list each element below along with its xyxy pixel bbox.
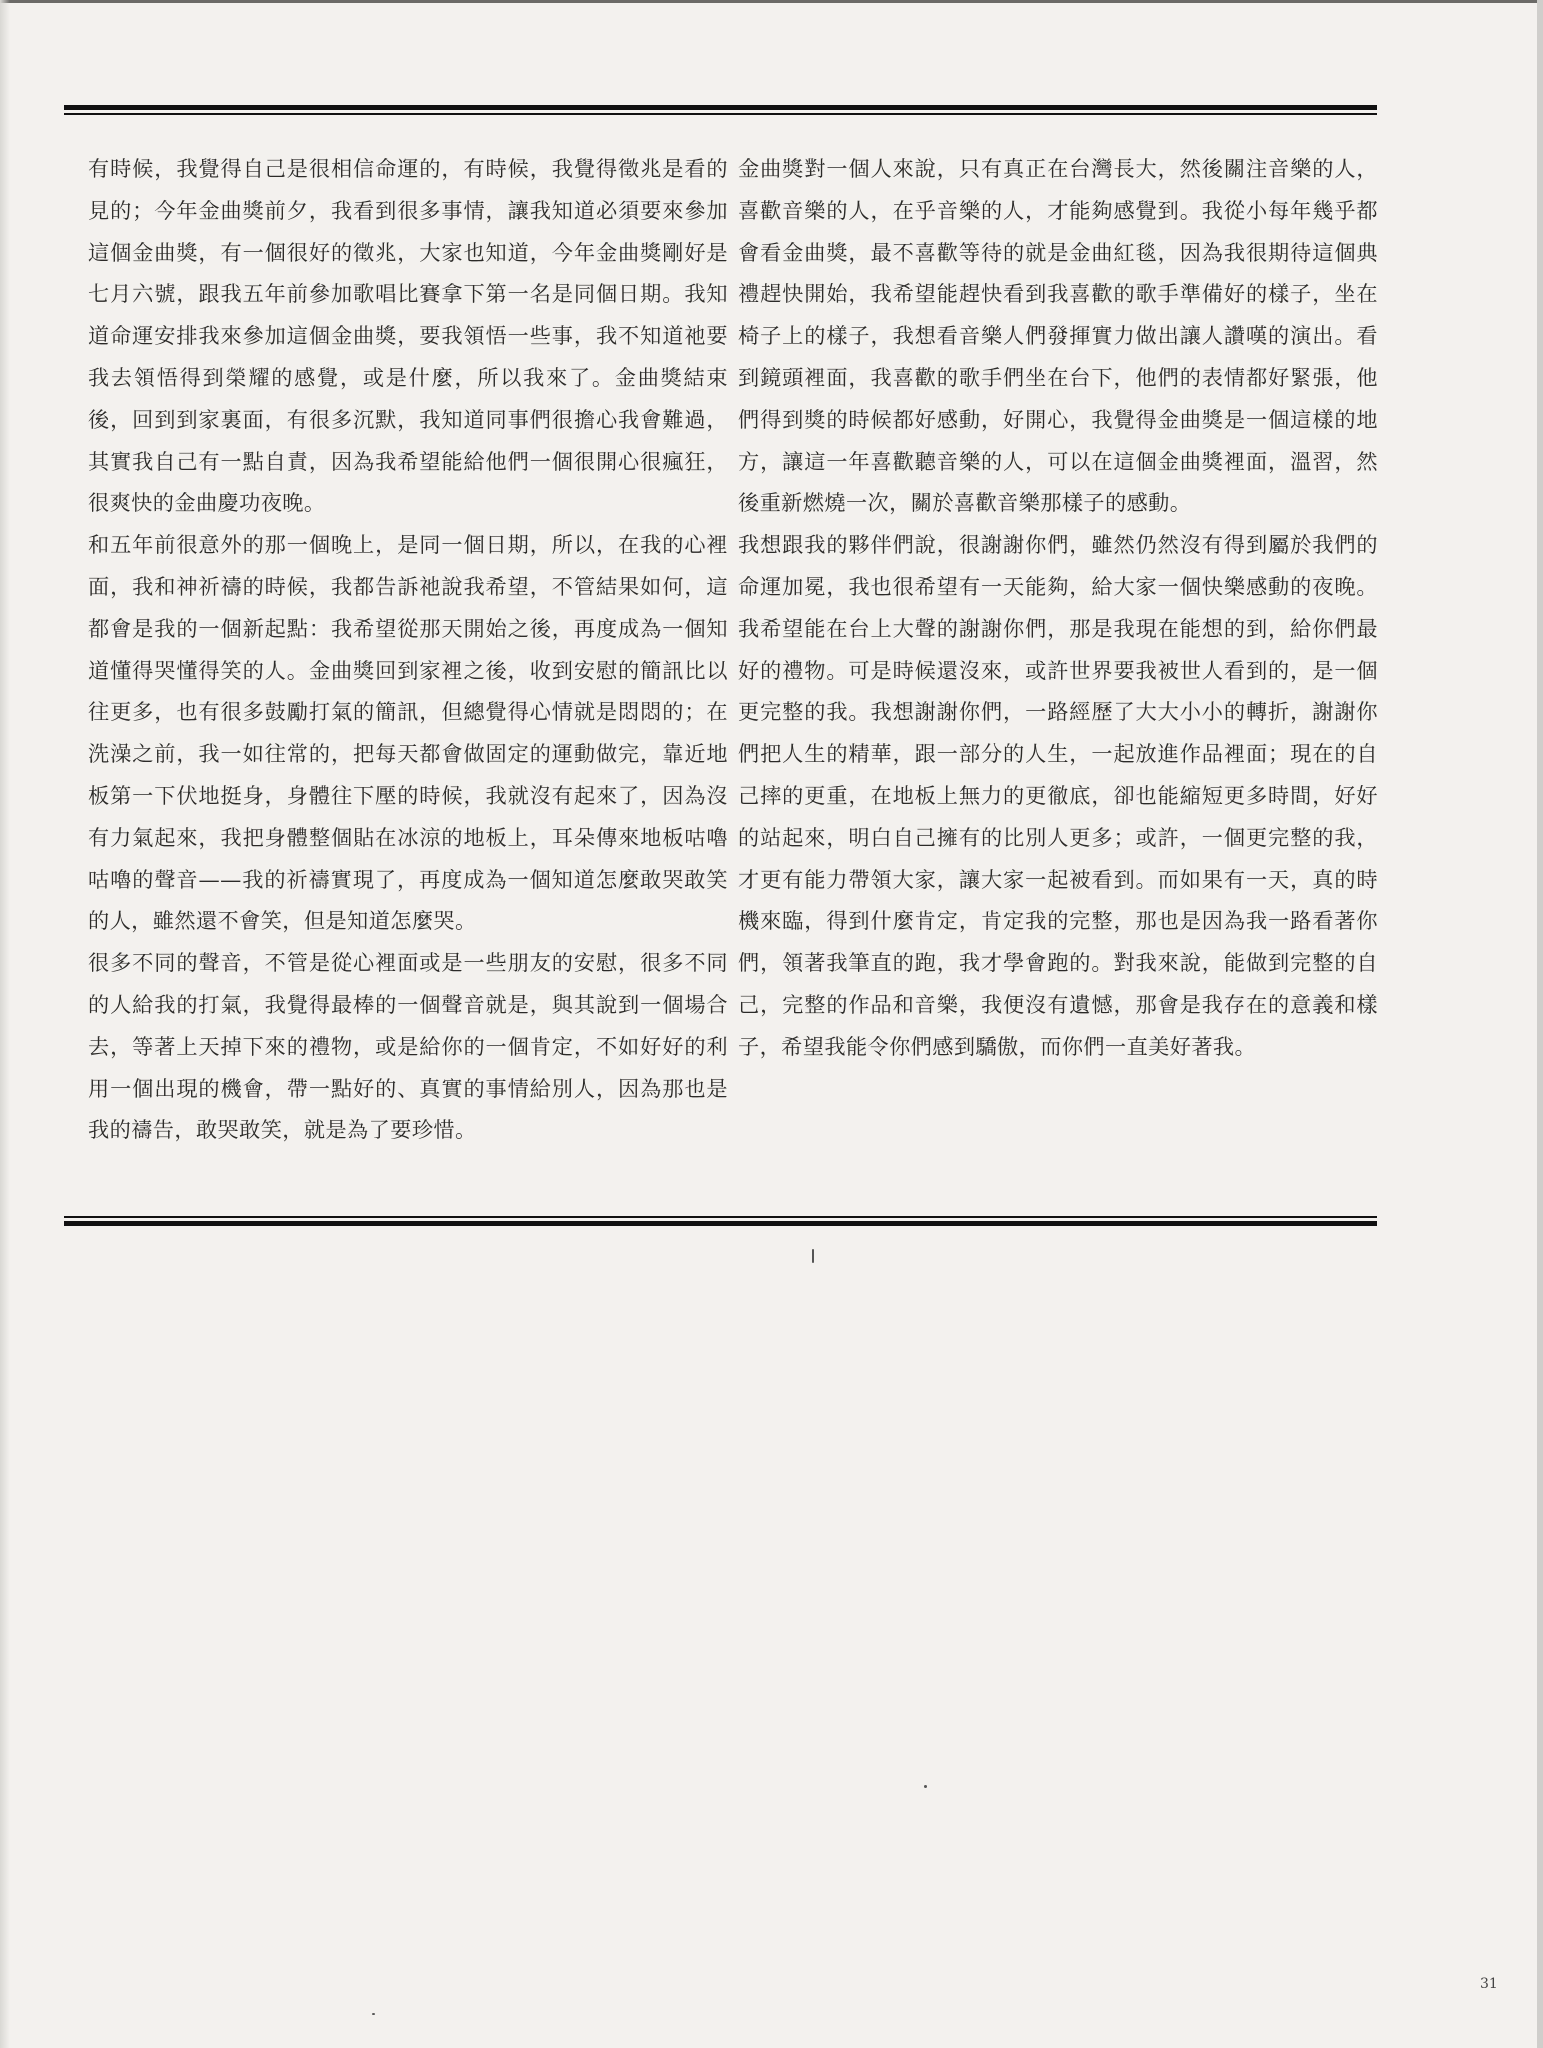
page-edge-top — [0, 0, 1543, 3]
scan-speck — [812, 1249, 814, 1263]
left-paragraph-3: 很多不同的聲音，不管是從心裡面或是一些朋友的安慰，很多不同的人給我的打氣，我覺得最棒的一個聲音就是，與其說到一個場合去，等著上天掉下來的禮物，或是給你的一個肯定，不如好好的利用一個出現的機會，帶一點好的、真實的事情給別人，因為那也是我的禱告，敢哭敢笑，就是為了要珍惜。 — [88, 950, 728, 1143]
page-number: 31 — [1480, 1976, 1498, 1992]
bottom-double-rule — [64, 1216, 1377, 1226]
scan-speck — [372, 2013, 375, 2015]
left-text-column — [88, 148, 728, 1151]
scan-speck — [924, 1785, 927, 1788]
right-text-column — [738, 148, 1378, 1068]
left-paragraph-1: 有時候，我覺得自己是很相信命運的，有時候，我覺得徵兆是看的見的；今年金曲獎前夕，我看到很多事情，讓我知道必須要來參加這個金曲獎，有一個很好的徵兆，大家也知道，今年金曲獎剛好是七月六號，跟我五年前參加歌唱比賽拿下第一名是同個日期。我知道命運安排我來參加這個金曲獎，要我領悟一些事，我不知道祂要我去領悟得到榮耀的感覺，或是什麼，所以我來了。金曲獎結束後，回到到家裏面，有很多沉默，我知道同事們很擔心我會難過，其實我自己有一點自責，因為我希望能給他們一個很開心很瘋狂，很爽快的金曲慶功夜晚。 — [88, 156, 728, 516]
page-edge-left — [0, 0, 10, 2048]
right-paragraph-1: 金曲獎對一個人來說，只有真正在台灣長大，然後關注音樂的人，喜歡音樂的人，在乎音樂的人，才能夠感覺到。我從小每年幾乎都會看金曲獎，最不喜歡等待的就是金曲紅毯，因為我很期待這個典禮趕快開始，我希望能趕快看到我喜歡的歌手準備好的樣子，坐在椅子上的樣子，我想看音樂人們發揮實力做出讓人讚嘆的演出。看到鏡頭裡面，我喜歡的歌手們坐在台下，他們的表情都好緊張，他們得到獎的時候都好感動，好開心，我覺得金曲獎是一個這樣的地方，讓這一年喜歡聽音樂的人，可以在這個金曲獎裡面，溫習，然後重新燃燒一次，關於喜歡音樂那樣子的感動。 — [738, 156, 1378, 516]
top-double-rule — [64, 105, 1377, 115]
right-paragraph-2: 我想跟我的夥伴們說，很謝謝你們，雖然仍然沒有得到屬於我們的命運加冕，我也很希望有一天能夠，給大家一個快樂感動的夜晚。我希望能在台上大聲的謝謝你們，那是我現在能想的到，給你們最好的禮物。可是時候還沒來，或許世界要我被世人看到的，是一個更完整的我。我想謝謝你們，一路經歷了大大小小的轉折，謝謝你們把人生的精華，跟一部分的人生，一起放進作品裡面；現在的自己摔的更重，在地板上無力的更徹底，卻也能縮短更多時間，好好的站起來，明白自己擁有的比別人更多；或許，一個更完整的我，才更有能力帶領大家，讓大家一起被看到。而如果有一天，真的時機來臨，得到什麼肯定，肯定我的完整，那也是因為我一路看著你們，領著我筆直的跑，我才學會跑的。對我來說，能做到完整的自己，完整的作品和音樂，我便沒有遺憾，那會是我存在的意義和樣子，希望我能令你們感到驕傲，而你們一直美好著我。 — [738, 532, 1378, 1059]
page-edge-right — [1537, 0, 1543, 2048]
left-paragraph-2: 和五年前很意外的那一個晚上，是同一個日期，所以，在我的心裡面，我和神祈禱的時候，我都告訴祂說我希望，不管結果如何，這都會是我的一個新起點：我希望從那天開始之後，再度成為一個知道懂得哭懂得笑的人。金曲獎回到家裡之後，收到安慰的簡訊比以往更多，也有很多鼓勵打氣的簡訊，但總覺得心情就是悶悶的；在洗澡之前，我一如往常的，把每天都會做固定的運動做完，靠近地板第一下伏地挺身，身體往下壓的時候，我就沒有起來了，因為沒有力氣起來，我把身體整個貼在冰涼的地板上，耳朵傳來地板咕嚕咕嚕的聲音——我的祈禱實現了，再度成為一個知道怎麼敢哭敢笑的人，雖然還不會笑，但是知道怎麼哭。 — [88, 532, 728, 934]
